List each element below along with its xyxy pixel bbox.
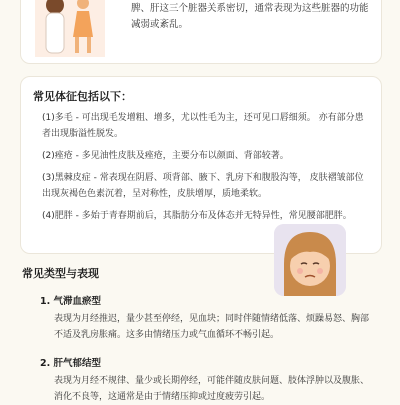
type-description: 表现为月经不规律、量少或长期停经，可能伴随皮肤问题、肢体浮肿以及腹胀、消化不良等，这通常是由于情绪压抑或过度疲劳引起。 — [54, 376, 370, 402]
sign-item-obesity: (4)肥胖 - 多始于青春期前后，其脂肪分布及体态并无特异性，常见腰部肥胖。 — [42, 211, 352, 221]
girl-face-icon — [274, 224, 346, 296]
sign-item-acanthosis: (3)黑棘皮症 - 常表现在阴唇、项背部、腋下、乳房下和腹股沟等， 皮肤褶皱部位出现灰褐色色素沉着，呈对称性，皮肤增厚，质地柔软。 — [42, 173, 364, 199]
worried-girl-illustration — [274, 224, 346, 296]
type-name: 肝气郁结型 — [53, 358, 102, 369]
sign-item-acne: (2)痤疮 - 多见油性皮肤及痤疮，主要分布以颜面、背部较著。 — [42, 151, 289, 161]
type-item-liver-qi — [40, 355, 370, 405]
type-item-qi-stagnation — [40, 293, 370, 343]
intro-card — [20, 0, 382, 64]
types-title: 常见类型与表现 — [22, 267, 99, 280]
sign-item-hirsutism: (1)多毛 - 可出现毛发增粗、增多，尤以性毛为主，还可见口唇细须。 亦有部分患者出现脂溢性脱发。 — [42, 113, 364, 139]
type-heading — [40, 293, 370, 307]
type-number: 2. — [40, 358, 51, 369]
signs-title: 常见体征包括以下： — [33, 90, 132, 103]
type-heading — [40, 355, 370, 369]
type-name: 气滞血瘀型 — [53, 296, 102, 307]
type-description: 表现为月经推迟，量少甚至停经，见血块；同时伴随情绪低落、烦躁易怒、胸部不适及乳房胀痛。这多由情绪压力或气血循环不畅引起。 — [54, 314, 370, 340]
intro-text: 脾、肝这三个脏器关系密切，通常表现为这些脏器的功能减弱或紊乱。 — [131, 3, 369, 30]
signs-list — [42, 110, 367, 230]
doctor-illustration — [35, 0, 105, 57]
type-number: 1. — [40, 296, 51, 307]
